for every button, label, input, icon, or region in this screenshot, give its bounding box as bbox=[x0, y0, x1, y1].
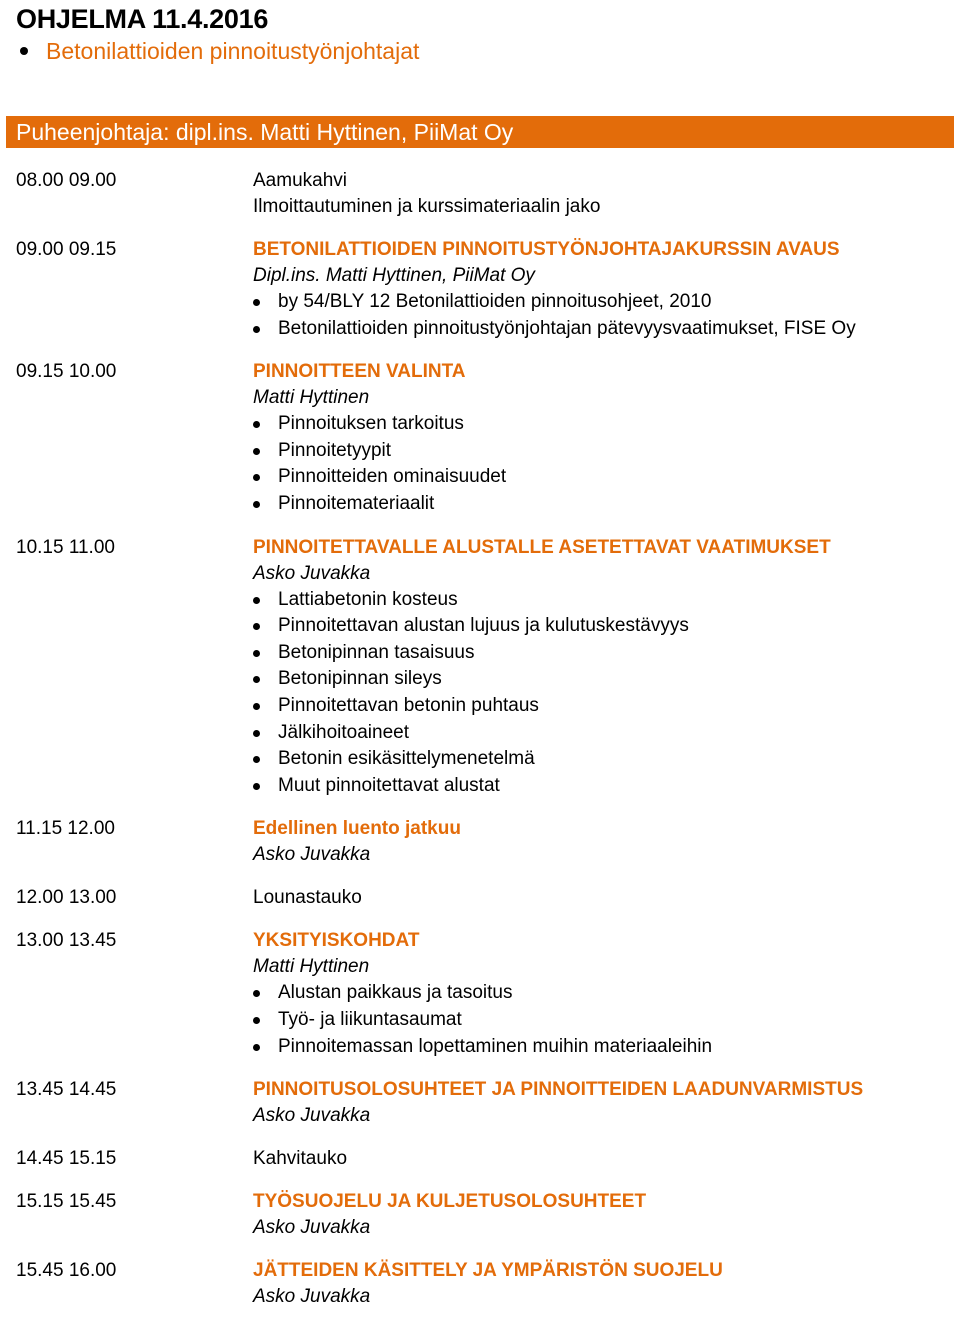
list-item: Työ- ja liikuntasaumat bbox=[253, 1007, 946, 1034]
session-time: 13.00 13.45 bbox=[16, 930, 117, 952]
session-time: 15.15 15.45 bbox=[16, 1191, 117, 1213]
session-title: Edellinen luento jatkuu bbox=[253, 818, 461, 840]
session-speaker: Asko Juvakka bbox=[253, 1286, 371, 1308]
session-title: Lounastauko bbox=[253, 887, 362, 909]
session-time: 08.00 09.00 bbox=[16, 170, 117, 191]
session-1115 bbox=[16, 816, 946, 868]
chair-banner: Puheenjohtaja: dipl.ins. Matti Hyttinen, PiiMat Oy bbox=[6, 116, 954, 148]
subtitle-text: Betonilattioiden pinnoitustyönjohtajat bbox=[46, 38, 420, 64]
list-item: Pinnoituksen tarkoitus bbox=[253, 411, 946, 438]
session-note: Ilmoittautuminen ja kurssimateriaalin jako bbox=[253, 196, 601, 217]
topic-list bbox=[253, 411, 946, 517]
session-1545 bbox=[16, 1258, 946, 1310]
session-time: 13.45 14.45 bbox=[16, 1079, 117, 1101]
topic-list bbox=[253, 587, 946, 800]
session-title: PINNOITTEEN VALINTA bbox=[253, 361, 466, 383]
session-title: PINNOITUSOLOSUHTEET JA PINNOITTEIDEN LAADUNVARMISTUS bbox=[253, 1079, 864, 1101]
session-time: 12.00 13.00 bbox=[16, 887, 117, 909]
list-item: Pinnoitemassan lopettaminen muihin materiaaleihin bbox=[253, 1034, 946, 1061]
session-1200 bbox=[16, 885, 946, 911]
session-speaker: Matti Hyttinen bbox=[253, 956, 370, 978]
session-speaker: Asko Juvakka bbox=[253, 1217, 371, 1239]
session-title: YKSITYISKOHDAT bbox=[253, 930, 420, 952]
list-item: Jälkihoitoaineet bbox=[253, 720, 946, 747]
list-item: Muut pinnoitettavat alustat bbox=[253, 773, 946, 800]
session-title: TYÖSUOJELU JA KULJETUSOLOSUHTEET bbox=[253, 1191, 647, 1213]
session-time: 09.15 10.00 bbox=[16, 361, 117, 383]
list-item: Betonipinnan sileys bbox=[253, 666, 946, 693]
session-speaker: Asko Juvakka bbox=[253, 1105, 371, 1127]
session-0915 bbox=[16, 359, 946, 517]
list-item: Betonin esikäsittelymenetelmä bbox=[253, 746, 946, 773]
session-title: JÄTTEIDEN KÄSITTELY JA YMPÄRISTÖN SUOJELU bbox=[253, 1260, 723, 1282]
list-item: Pinnoitettavan alustan lujuus ja kulutuskestävyys bbox=[253, 613, 946, 640]
session-time: 10.15 11.00 bbox=[16, 536, 115, 558]
session-speaker: Asko Juvakka bbox=[253, 562, 371, 584]
list-item: Pinnoitemateriaalit bbox=[253, 491, 946, 518]
session-title: BETONILATTIOIDEN PINNOITUSTYÖNJOHTAJAKURSSIN AVAUS bbox=[253, 239, 840, 260]
list-item: Alustan paikkaus ja tasoitus bbox=[253, 980, 946, 1007]
session-speaker: Asko Juvakka bbox=[253, 844, 371, 866]
schedule bbox=[16, 168, 946, 1327]
page-title: OHJELMA 11.4.2016 bbox=[16, 4, 269, 34]
session-title: PINNOITETTAVALLE ALUSTALLE ASETETTAVAT VAATIMUKSET bbox=[253, 536, 831, 558]
list-item: Pinnoitettavan betonin puhtaus bbox=[253, 693, 946, 720]
program-subtitle bbox=[16, 38, 419, 65]
list-item: by 54/BLY 12 Betonilattioiden pinnoitusohjeet, 2010 bbox=[253, 289, 946, 316]
session-speaker: Dipl.ins. Matti Hyttinen, PiiMat Oy bbox=[253, 265, 535, 286]
session-1345 bbox=[16, 1077, 946, 1129]
list-item: Lattiabetonin kosteus bbox=[253, 587, 946, 614]
bullet-icon bbox=[20, 47, 28, 55]
session-time: 15.45 16.00 bbox=[16, 1260, 117, 1282]
session-time: 11.15 12.00 bbox=[16, 818, 115, 840]
session-speaker: Matti Hyttinen bbox=[253, 387, 370, 409]
session-title: Aamukahvi bbox=[253, 170, 347, 191]
list-item: Betonipinnan tasaisuus bbox=[253, 640, 946, 667]
session-1300 bbox=[16, 928, 946, 1060]
list-item: Pinnoitteiden ominaisuudet bbox=[253, 464, 946, 491]
session-title: Kahvitauko bbox=[253, 1148, 348, 1170]
topic-list bbox=[253, 289, 946, 342]
list-item: Betonilattioiden pinnoitustyönjohtajan pätevyysvaatimukset, FISE Oy bbox=[253, 316, 946, 343]
session-0800 bbox=[16, 168, 946, 220]
session-1445 bbox=[16, 1146, 946, 1172]
session-1015 bbox=[16, 535, 946, 800]
session-1515 bbox=[16, 1189, 946, 1241]
topic-list bbox=[253, 980, 946, 1060]
session-time: 09.00 09.15 bbox=[16, 239, 117, 260]
session-time: 14.45 15.15 bbox=[16, 1148, 117, 1170]
session-0900 bbox=[16, 237, 946, 342]
list-item: Pinnoitetyypit bbox=[253, 438, 946, 465]
